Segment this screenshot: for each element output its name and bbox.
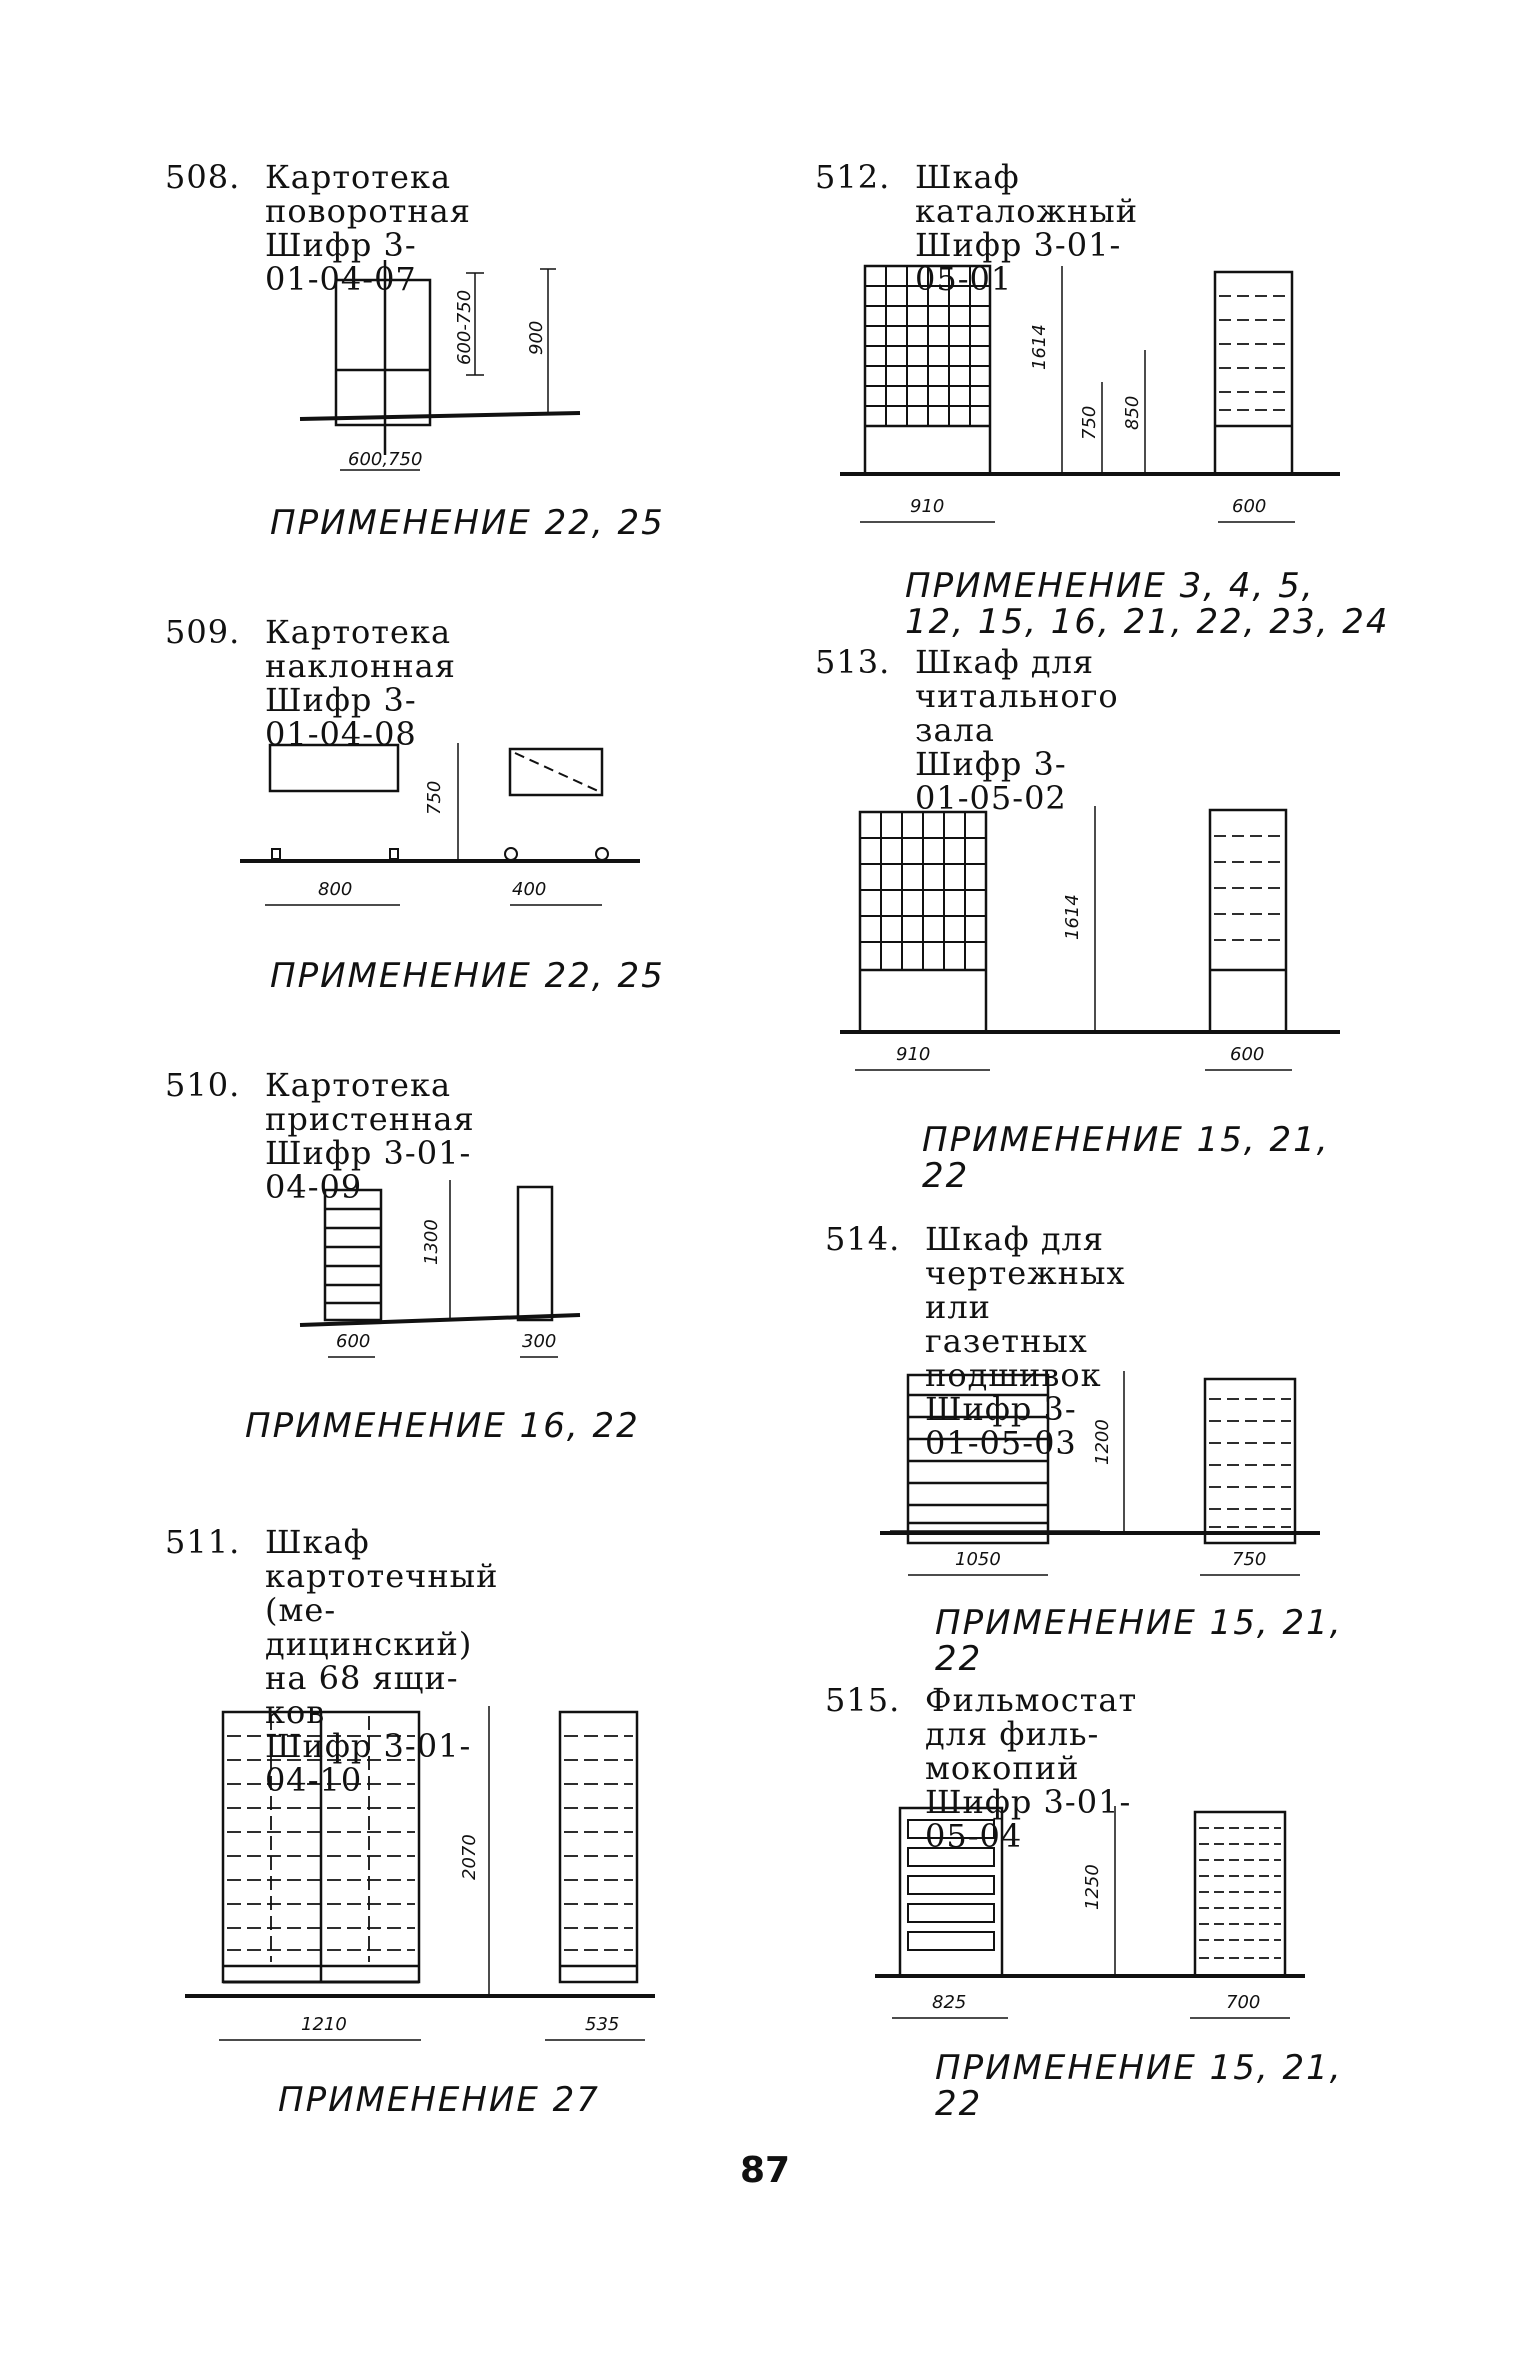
- dim-width-side: 700: [1226, 1992, 1261, 2013]
- entry-title: Картотека наклонная Шифр 3-01-04-08: [265, 613, 456, 753]
- figure-512: [840, 260, 1340, 540]
- dim-width: 600,750: [348, 449, 423, 470]
- dim-width-side: 300: [522, 1331, 557, 1352]
- dim-height: 900: [526, 320, 547, 355]
- dim-width-front: 910: [896, 1044, 931, 1065]
- entry-number: 510.: [165, 1066, 241, 1104]
- dim-width-side: 600: [1230, 1044, 1265, 1065]
- application-511: ПРИМЕНЕНИЕ 27: [278, 2080, 600, 2120]
- entry-number: 509.: [165, 613, 241, 651]
- entry-title: Картотека поворотная Шифр 3-01-04-07: [265, 158, 471, 298]
- dim-width-side: 750: [1232, 1549, 1267, 1570]
- entry-title: Фильмостат для филь- мокопий Шифр 3-01-05-04: [925, 1681, 1138, 1855]
- entry-title: Шкаф для читального зала Шифр 3-01-05-02: [915, 643, 1119, 817]
- dim-height: 1250: [1082, 1864, 1103, 1910]
- entry-title: Шкаф каталожный Шифр 3-01-05-01: [915, 158, 1139, 298]
- entry-title: Картотека пристенная Шифр 3-01-04-09: [265, 1066, 475, 1206]
- dim-height: 1200: [1092, 1419, 1113, 1465]
- dim-height: 750: [424, 780, 445, 815]
- dim-width-front: 800: [318, 879, 353, 900]
- entry-title: Шкаф картотечный (ме- дицинский) на 68 ящи- ков Шифр 3-01-04-10: [265, 1523, 499, 1799]
- dim-height: 1300: [421, 1219, 442, 1265]
- dim-width-front: 600: [336, 1331, 371, 1352]
- figure-515: [870, 1800, 1310, 2030]
- figure-511: [185, 1700, 665, 2050]
- entry-title: Шкаф для чертежных или газетных подшивок Шифр 3-01-05-03: [925, 1220, 1126, 1462]
- figure-509: [230, 735, 650, 925]
- entry-number: 512.: [815, 158, 891, 196]
- dim-height: 2070: [459, 1834, 480, 1880]
- application-514: ПРИМЕНЕНИЕ 15, 21, 22: [935, 1603, 1343, 1679]
- figure-508: [300, 255, 600, 485]
- dim-width-side: 400: [512, 879, 547, 900]
- dim-width-side: 600: [1232, 496, 1267, 517]
- application-510: ПРИМЕНЕНИЕ 16, 22: [245, 1406, 640, 1446]
- page-number: 87: [740, 2150, 791, 2191]
- dim-width-front: 1050: [955, 1549, 1001, 1570]
- application-515: ПРИМЕНЕНИЕ 15, 21, 22: [935, 2048, 1343, 2124]
- application-509: ПРИМЕНЕНИЕ 22, 25: [270, 956, 665, 996]
- figure-514: [880, 1365, 1320, 1605]
- entry-number: 514.: [825, 1220, 901, 1258]
- dim-width-front: 1210: [301, 2014, 347, 2035]
- application-508: ПРИМЕНЕНИЕ 22, 25: [270, 503, 665, 543]
- dim-height-lower: 750: [1079, 405, 1100, 440]
- dim-width-side: 535: [585, 2014, 620, 2035]
- entry-number: 513.: [815, 643, 891, 681]
- dim-height-range: 600-750: [454, 289, 475, 365]
- dim-height: 1614: [1062, 894, 1083, 940]
- figure-510: [300, 1175, 600, 1375]
- application-512: ПРИМЕНЕНИЕ 3, 4, 5, 12, 15, 16, 21, 22, 23, 24: [905, 566, 1390, 642]
- entry-number: 508.: [165, 158, 241, 196]
- application-513: ПРИМЕНЕНИЕ 15, 21, 22: [922, 1120, 1330, 1196]
- entry-number: 515.: [825, 1681, 901, 1719]
- dim-height: 1614: [1029, 324, 1050, 370]
- dim-height-mid: 850: [1122, 395, 1143, 430]
- entry-number: 511.: [165, 1523, 241, 1561]
- dim-width-front: 825: [932, 1992, 967, 2013]
- figure-513: [840, 800, 1340, 1090]
- dim-width-front: 910: [910, 496, 945, 517]
